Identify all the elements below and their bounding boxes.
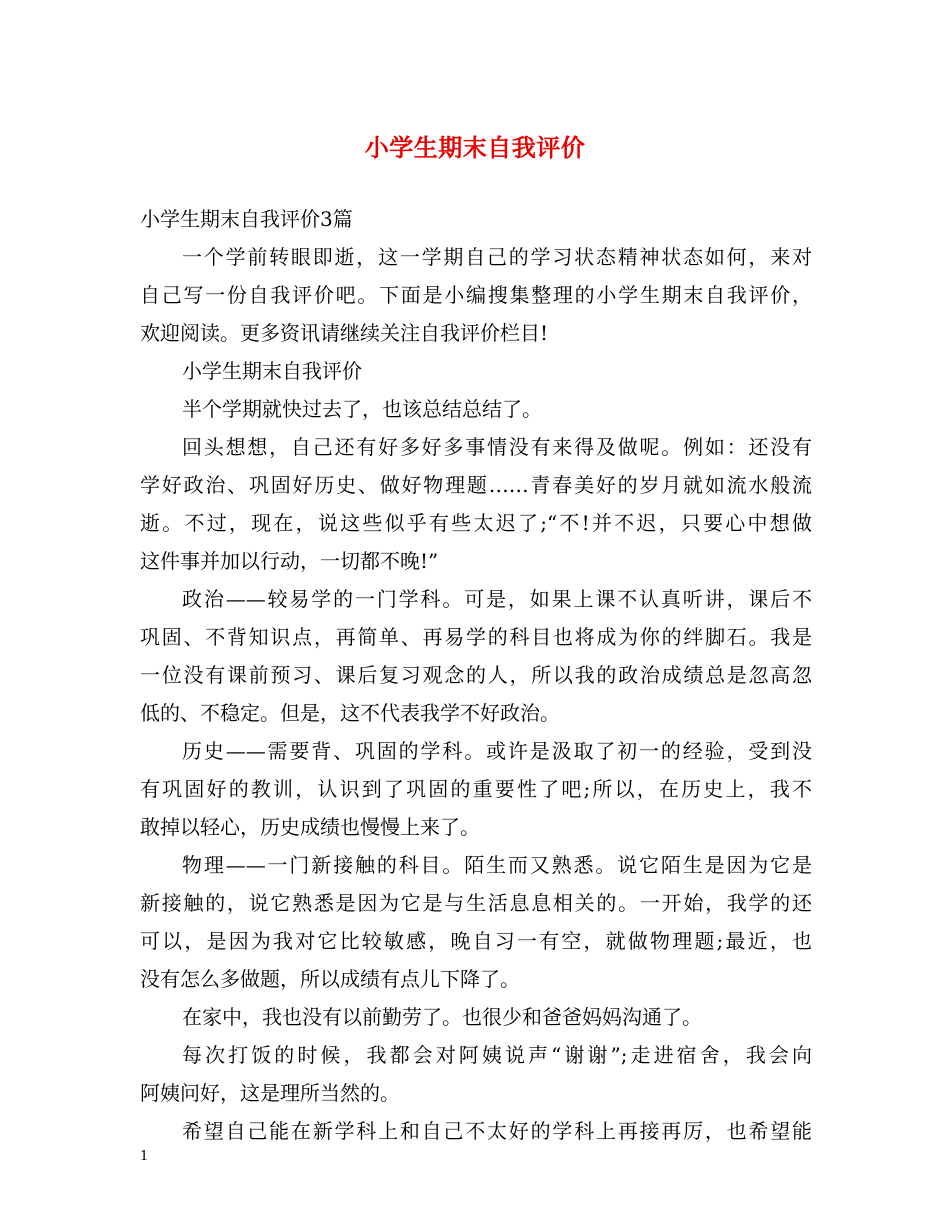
text-line: 一位没有课前预习、课后复习观念的人，所以我的政治成绩总是忽高忽 — [140, 663, 812, 687]
text-line: 历史——需要背、巩固的学科。或许是汲取了初一的经验，受到没 — [182, 739, 812, 763]
text-line: 新接触的，说它熟悉是因为它是与生活息息相关的。一开始，我学的还 — [140, 891, 812, 915]
text-line: 低的、不稳定。但是，这不代表我学不好政治。 — [140, 701, 560, 725]
text-line: 可以，是因为我对它比较敏感，晚自习一有空，就做物理题;最近，也 — [140, 929, 812, 953]
text-line: 政治——较易学的一门学科。可是，如果上课不认真听讲，课后不 — [182, 587, 812, 611]
text-line: 逝。不过，现在，说这些似乎有些太迟了;“不!并不迟，只要心中想做 — [140, 511, 812, 535]
text-line: 阿姨问好，这是理所当然的。 — [140, 1081, 400, 1105]
text-line: 巩固、不背知识点，再简单、再易学的科目也将成为你的绊脚石。我是 — [140, 625, 812, 649]
document-title: 小学生期末自我评价 — [364, 133, 586, 162]
text-line: 没有怎么多做题，所以成绩有点儿下降了。 — [140, 967, 520, 991]
text-line: 物理——一门新接触的科目。陌生而又熟悉。说它陌生是因为它是 — [182, 853, 812, 877]
document-body — [140, 200, 812, 1150]
section-heading: 小学生期末自我评价 — [182, 359, 362, 383]
text-line: 自己写一份自我评价吧。下面是小编搜集整理的小学生期末自我评价， — [140, 283, 812, 307]
text-line: 这件事并加以行动，一切都不晚!” — [140, 549, 439, 573]
text-line: 敢掉以轻心，历史成绩也慢慢上来了。 — [140, 815, 480, 839]
text-line: 希望自己能在新学科上和自己不太好的学科上再接再厉，也希望能 — [182, 1119, 812, 1143]
subtitle-line: 小学生期末自我评价3篇 — [140, 207, 353, 231]
text-line: 一个学前转眼即逝，这一学期自己的学习状态精神状态如何，来对 — [182, 245, 812, 269]
text-line: 回头想想，自己还有好多好多事情没有来得及做呢。例如：还没有 — [182, 435, 812, 459]
text-line: 半个学期就快过去了，也该总结总结了。 — [182, 397, 542, 421]
text-line: 在家中，我也没有以前勤劳了。也很少和爸爸妈妈沟通了。 — [182, 1005, 702, 1029]
text-line: 学好政治、巩固好历史、做好物理题……青春美好的岁月就如流水般流 — [140, 473, 812, 497]
text-line: 每次打饭的时候，我都会对阿姨说声“谢谢”;走进宿舍，我会向 — [182, 1043, 812, 1067]
text-line: 欢迎阅读。更多资讯请继续关注自我评价栏目! — [140, 321, 549, 345]
text-line: 有巩固好的教训，认识到了巩固的重要性了吧;所以，在历史上，我不 — [140, 777, 812, 801]
page-number: 1 — [140, 1149, 149, 1164]
